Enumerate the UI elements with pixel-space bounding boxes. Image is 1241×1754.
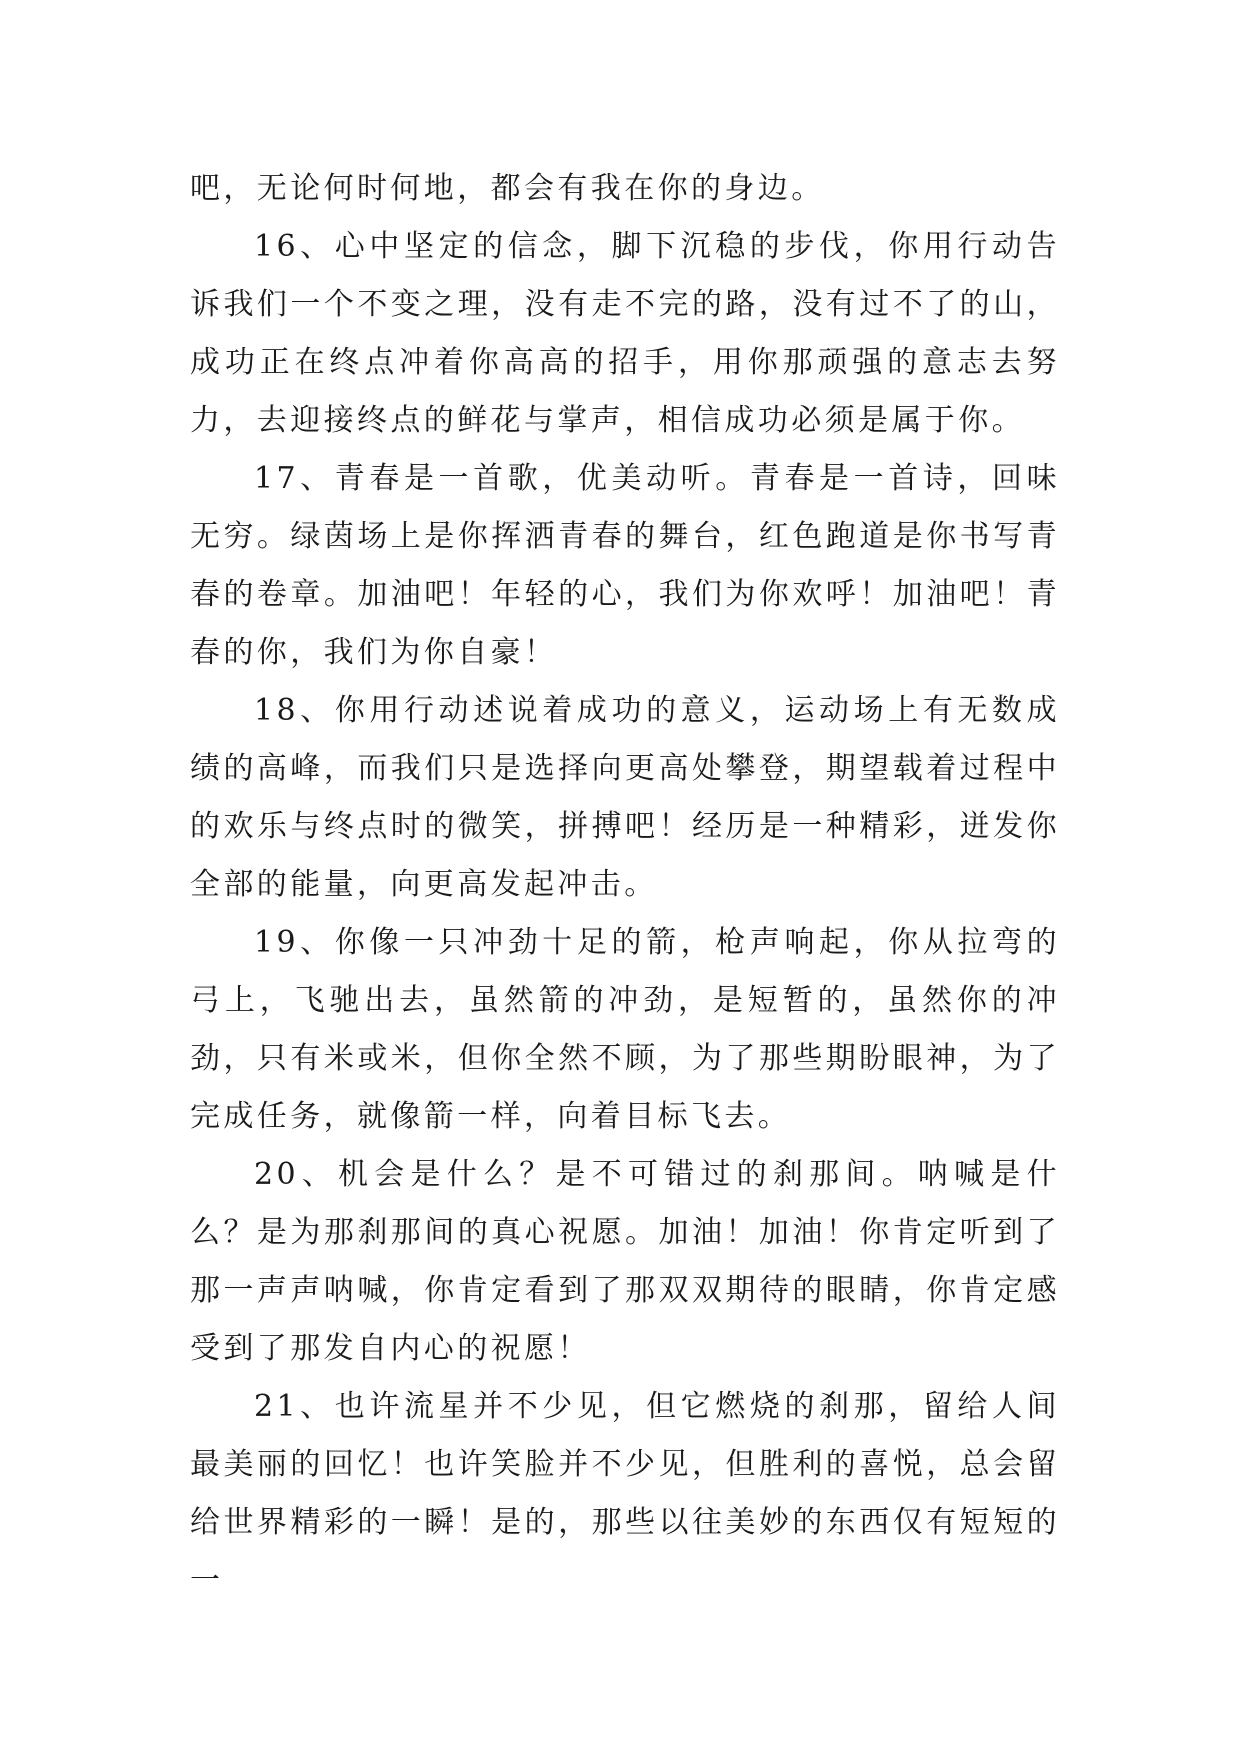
paragraph-continuation: 吧，无论何时何地，都会有我在你的身边。 [190,171,825,206]
paragraph-16: 16、心中坚定的信念，脚下沉稳的步伐，你用行动告诉我们一个不变之理，没有走不完的路，没有过不了的山，成功正在终点冲着你高高的招手，用你那顽强的意志去努力，去迎接终点的鲜花与掌声，相信成功必须是属于你。 [190,229,1060,438]
document-body [190,160,1060,1610]
paragraph-19: 19、你像一只冲劲十足的箭，枪声响起，你从拉弯的弓上，飞驰出去，虽然箭的冲劲，是短暂的，虽然你的冲劲，只有米或米，但你全然不顾，为了那些期盼眼神，为了完成任务，就像箭一样，向着目标飞去。 [190,925,1060,1134]
paragraph-18: 18、你用行动述说着成功的意义，运动场上有无数成绩的高峰，而我们只是选择向更高处攀登，期望载着过程中的欢乐与终点时的微笑，拼搏吧！经历是一种精彩，迸发你全部的能量，向更高发起冲击。 [190,693,1060,902]
paragraph-17: 17、青春是一首歌，优美动听。青春是一首诗，回味无穷。绿茵场上是你挥洒青春的舞台，红色跑道是你书写青春的卷章。加油吧！年轻的心，我们为你欢呼！加油吧！青春的你，我们为你自豪！ [190,461,1060,670]
paragraph-20: 20、机会是什么？是不可错过的刹那间。呐喊是什么？是为那刹那间的真心祝愿。加油！加油！你肯定听到了那一声声呐喊，你肯定看到了那双双期待的眼睛，你肯定感受到了那发自内心的祝愿！ [190,1157,1060,1366]
paragraph-21: 21、也许流星并不少见，但它燃烧的刹那，留给人间最美丽的回忆！也许笑脸并不少见，但胜利的喜悦，总会留给世界精彩的一瞬！是的，那些以往美妙的东西仅有短短的一 [190,1389,1060,1598]
